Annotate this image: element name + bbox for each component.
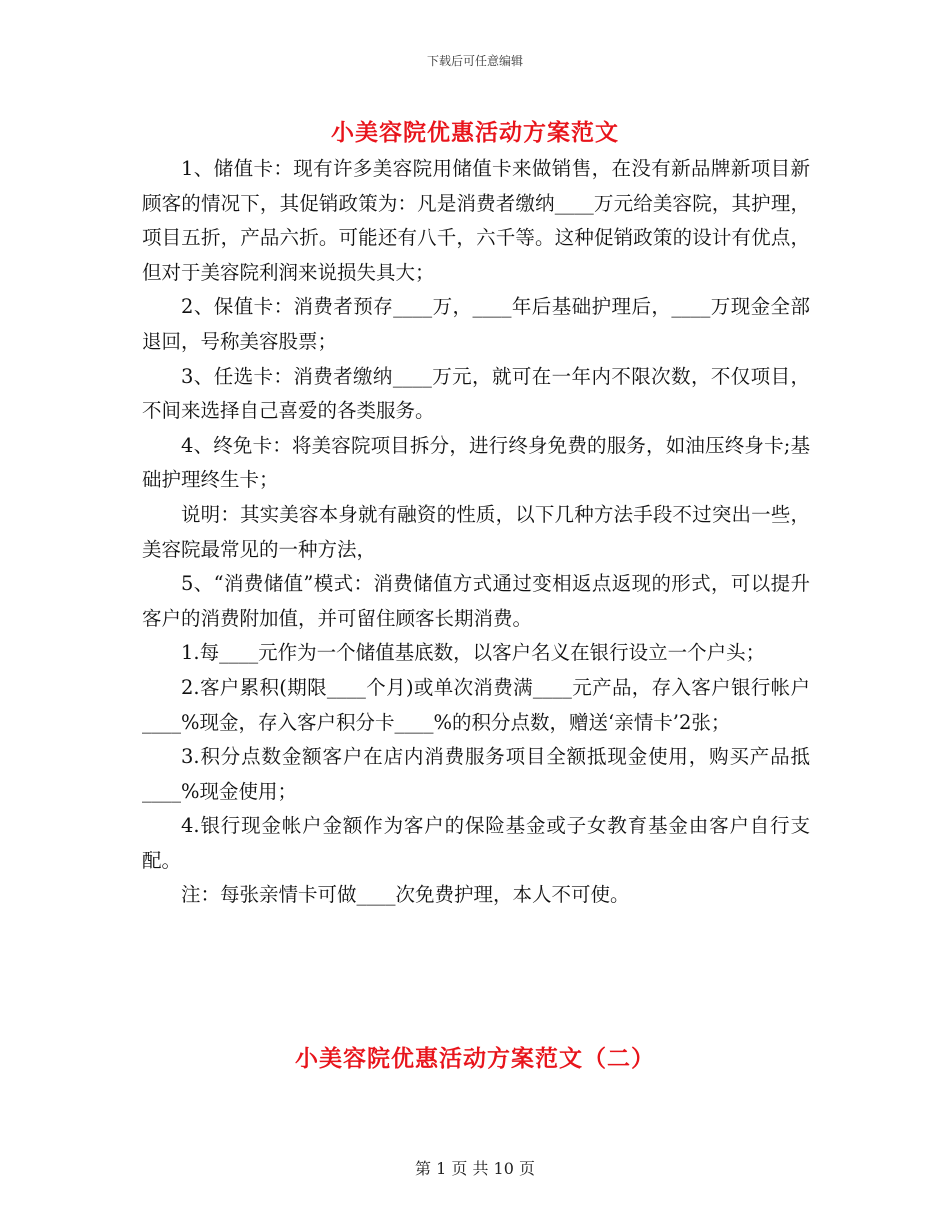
paragraph-rule-3: 3.积分点数金额客户在店内消费服务项目全额抵现金使用，购买产品抵____%现金使用； bbox=[142, 745, 810, 803]
document-body bbox=[142, 152, 810, 913]
paragraph-stored-value-card: 1、储值卡：现有许多美容院用储值卡来做销售，在没有新品牌新项目新顾客的情况下，其促销政策为：凡是消费者缴纳____万元给美容院，其护理，项目五折，产品六折。可能还有八千，六千等。这种促销政策的设计有优点，但对于美容院利润来说损失具大； bbox=[142, 157, 810, 284]
paragraph-rule-4: 4.银行现金帐户金额作为客户的保险基金或子女教育基金由客户自行支配。 bbox=[142, 814, 810, 872]
section-title-2: 小美容院优惠活动方案范文（二） bbox=[295, 1045, 655, 1072]
paragraph-rule-1: 1.每____元作为一个储值基底数，以客户名义在银行设立一个户头； bbox=[181, 641, 766, 665]
paragraph-explanation: 说明：其实美容本身就有融资的性质，以下几种方法手段不过突出一些，美容院最常见的一种方法， bbox=[142, 502, 810, 561]
paragraph-value-guarantee-card: 2、保值卡：消费者预存____万，____年后基础护理后，____万现金全部退回，号称美容股票； bbox=[142, 295, 810, 353]
page-header-note: 下载后可任意编辑 bbox=[426, 54, 523, 68]
document-title: 小美容院优惠活动方案范文 bbox=[331, 119, 619, 146]
paragraph-optional-card: 3、任选卡：消费者缴纳____万元，就可在一年内不限次数，不仅项目，不间来选择自己喜爱的各类服务。 bbox=[142, 364, 810, 423]
page-footer-number: 第 1 页 共 10 页 bbox=[415, 1159, 535, 1178]
paragraph-note: 注：每张亲情卡可做____次免费护理，本人不可使。 bbox=[181, 883, 630, 907]
paragraph-consumption-storage-mode: 5、“消费储值”模式：消费储值方式通过变相返点返现的形式，可以提升客户的消费附加值，并可留住顾客长期消费。 bbox=[142, 572, 810, 630]
paragraph-rule-2: 2.客户累积(期限____个月)或单次消费满____元产品，存入客户银行帐户____%现金，存入客户积分卡____%的积分点数，赠送‘亲情卡’2张； bbox=[142, 675, 810, 734]
paragraph-lifetime-free-card: 4、终免卡：将美容院项目拆分，进行终身免费的服务，如油压终身卡;基础护理终生卡； bbox=[142, 433, 810, 492]
